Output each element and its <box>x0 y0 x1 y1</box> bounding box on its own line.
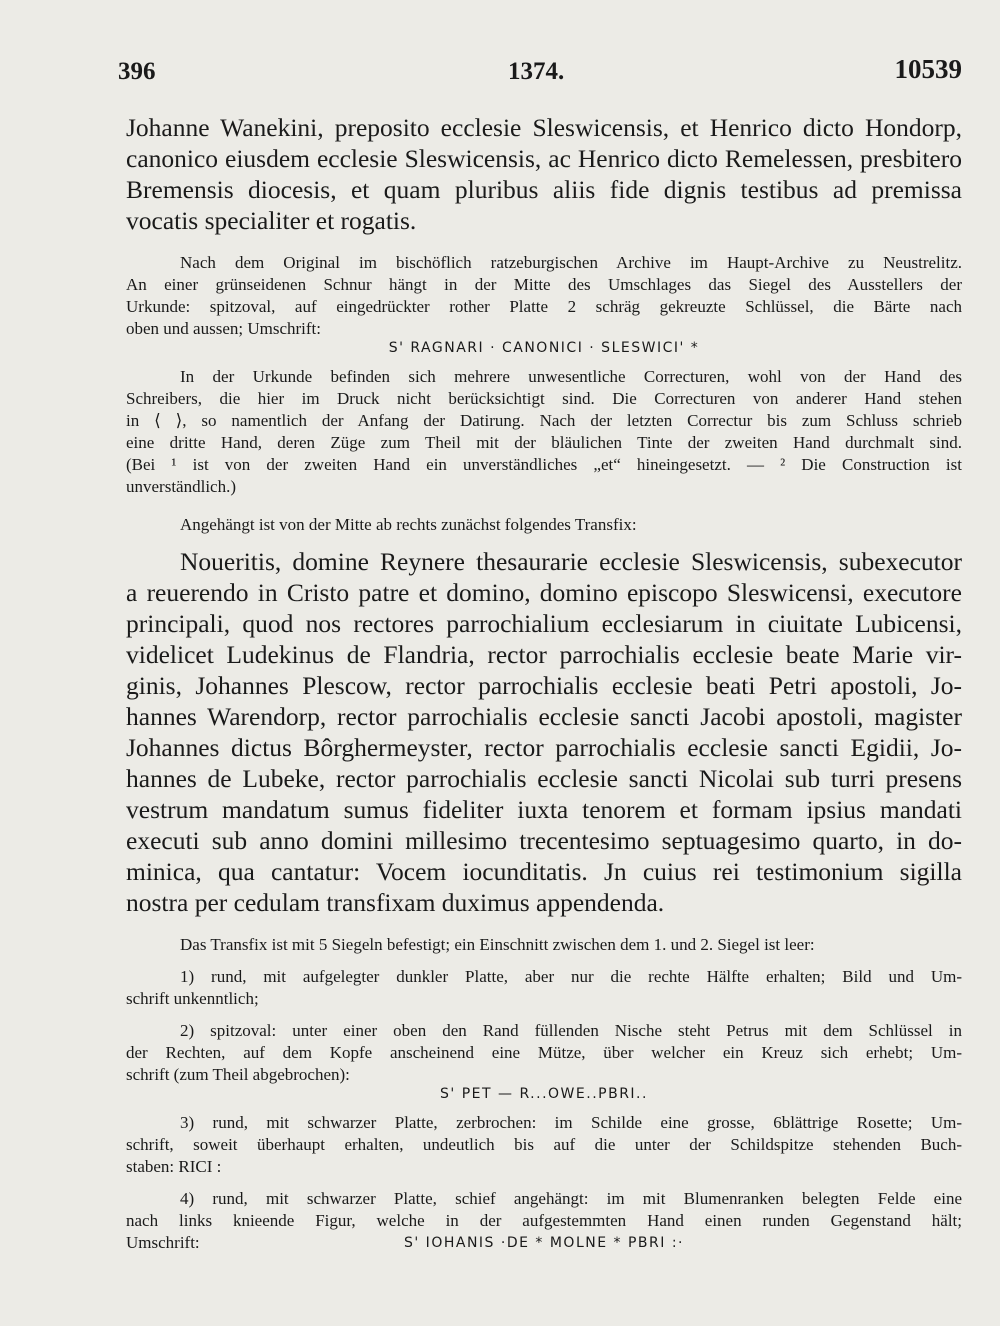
text-line: der Rechten, auf dem Kopfe anscheinend eine Mütze, über welcher ein Kreuz sich erhebt; Um- <box>126 1043 962 1062</box>
text-line: An einer grünseidenen Schnur hängt in der Mitte des Umschlages das Siegel des Ausstellers der <box>126 275 962 294</box>
text-line: hannes Warendorp, rector parrochialis ecclesie sancti Jacobi apostoli, magister <box>126 702 962 731</box>
seal-4-label: Umschrift: <box>126 1233 200 1252</box>
text-line: vestrum mandatum sumus fideliter iuxta tenorem et formam ipsius mandati <box>126 795 962 824</box>
text-line: Angehängt ist von der Mitte ab rechts zunächst folgendes Transfix: <box>180 515 637 534</box>
document-year: 1374. <box>508 58 565 85</box>
page-number: 396 <box>118 58 156 85</box>
text-line: 2) spitzoval: unter einer oben den Rand füllenden Nische steht Petrus mit dem Schlüssel in <box>180 1021 962 1040</box>
text-line: Johannes dictus Bôrghermeyster, rector parrochialis ecclesie sancti Egidii, Jo- <box>126 733 962 762</box>
text-line: Johanne Wanekini, preposito ecclesie Sleswicensis, et Henrico dicto Hondorp, <box>126 113 962 142</box>
text-line: oben und aussen; Umschrift: <box>126 319 321 338</box>
text-line: vocatis specialiter et rogatis. <box>126 206 417 235</box>
text-line: nostra per cedulam transfixam duximus appendenda. <box>126 888 665 917</box>
text-line: Noueritis, domine Reynere thesaurarie ecclesie Sleswicensis, subexecutor <box>180 547 962 576</box>
text-line: canonico eiusdem ecclesie Sleswicensis, ac Henrico dicto Remelessen, presbitero <box>126 144 962 173</box>
text-line: (Bei ¹ ist von der zweiten Hand ein unverständliches „et“ hineingesetzt. — ² Die Construction ist <box>126 455 962 474</box>
transfix-intro <box>126 514 962 536</box>
text-line: unverständlich.) <box>126 477 236 496</box>
text-line: schrift (zum Theil abgebrochen): <box>126 1065 350 1084</box>
text-line: a reuerendo in Cristo patre et domino, domino episcopo Sleswicensi, executore <box>126 578 962 607</box>
text-line: schrift, soweit überhaupt erhalten, undeutlich bis auf die unter der Schildspitze stehenden Buch- <box>126 1135 962 1154</box>
text-line: eine dritte Hand, deren Züge zum Theil mit der bläulichen Tinte der zweiten Hand durchmalt sind. <box>126 433 962 452</box>
text-line: Das Transfix ist mit 5 Siegeln befestigt; ein Einschnitt zwischen dem 1. und 2. Siegel ist leer: <box>180 935 815 954</box>
text-line: Nach dem Original im bischöflich ratzeburgischen Archive im Haupt-Archive zu Neustrelitz. <box>180 253 962 272</box>
text-line: in ⟨ ⟩, so namentlich der Anfang der Datirung. Nach der letzten Correctur bis zum Schluss schrieb <box>126 411 962 430</box>
text-line: ginis, Johannes Plescow, rector parrochialis ecclesie beati Petri apostoli, Jo- <box>126 671 962 700</box>
note-original <box>126 252 962 340</box>
text-line: hannes de Lubeke, rector parrochialis ecclesie sancti Nicolai sub turri presens <box>126 764 962 793</box>
seal-4-legend-row <box>126 1232 962 1256</box>
seals-intro <box>126 934 962 956</box>
document-number: 10539 <box>894 54 962 84</box>
transfix-paragraph <box>126 546 962 918</box>
page-body <box>126 112 962 1256</box>
text-line: 3) rund, mit schwarzer Platte, zerbrochen: im Schilde eine grosse, 6blättrige Rosette; Um- <box>180 1113 962 1132</box>
seal-2-legend: S' PET — R...OWE..PBRI.. <box>440 1086 648 1102</box>
text-line: staben: RICI : <box>126 1157 222 1176</box>
text-line: In der Urkunde befinden sich mehrere unwesentliche Correcturen, wohl von der Hand des <box>180 367 962 386</box>
text-line: principali, quod nos rectores parrochialium ecclesiarum in ciuitate Lubicensi, <box>126 609 962 638</box>
text-line: 1) rund, mit aufgelegter dunkler Platte, aber nur die rechte Hälfte erhalten; Bild und Um- <box>180 967 962 986</box>
seal-2-description <box>126 1020 962 1086</box>
seal-3-description <box>126 1112 962 1178</box>
text-line: minica, qua cantatur: Vocem iocunditatis. Jn cuius rei testimonium sigilla <box>126 857 962 886</box>
continuation-paragraph <box>126 112 962 236</box>
text-line: 4) rund, mit schwarzer Platte, schief angehängt: im mit Blumenranken belegten Felde eine <box>180 1189 962 1208</box>
seal-legend-issuer: S' RAGNARI · CANONICI · SLESWICI' * <box>388 340 700 356</box>
seal-1-description <box>126 966 962 1010</box>
note-corrections <box>126 366 962 498</box>
text-line: Schreibers, die hier im Druck nicht berücksichtigt sind. Die Correcturen von anderer Hand stehen <box>126 389 962 408</box>
text-line: schrift unkenntlich; <box>126 989 259 1008</box>
seal-4-description <box>126 1188 962 1232</box>
text-line: nach links knieende Figur, welche in der aufgestemmten Hand einen runden Gegenstand hält; <box>126 1211 962 1230</box>
text-line: Urkunde: spitzoval, auf eingedrückter rother Platte 2 schräg gekreuzte Schlüssel, die Bärte nach <box>126 297 962 316</box>
seal-4-legend: S' IOHANIS ·DE * MOLNE * PBRI :· <box>404 1235 684 1251</box>
text-line: videlicet Ludekinus de Flandria, rector parrochialis ecclesie beate Marie vir- <box>126 640 962 669</box>
text-line: executi sub anno domini millesimo trecentesimo septuagesimo quarto, in do- <box>126 826 962 855</box>
page-header <box>0 54 1000 98</box>
text-line: Bremensis diocesis, et quam pluribus aliis fide dignis testibus ad premissa <box>126 175 962 204</box>
